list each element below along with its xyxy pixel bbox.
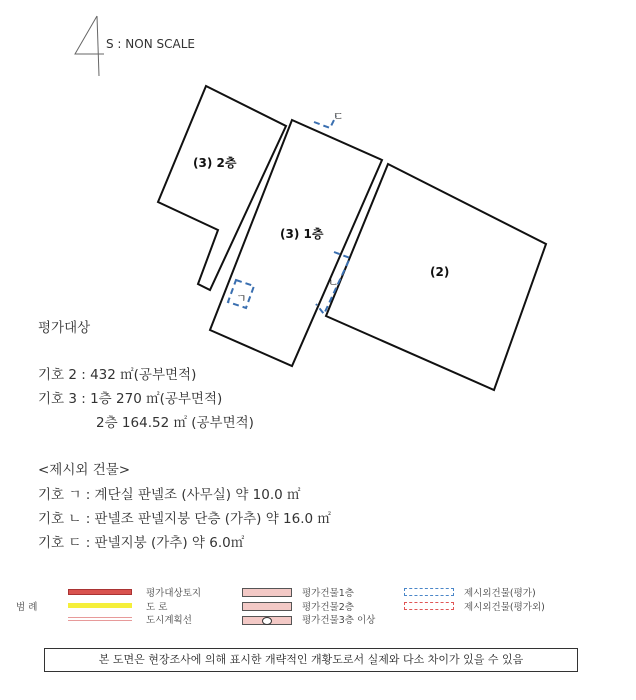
legend-label-excluded-non-eval: 제시외건물(평가외) [464,602,545,613]
excluded-line-1: 기호 ㄱ : 계단실 판넬조 (사무실) 약 10.0 ㎡ [38,487,301,503]
legend-swatch-excluded-non-eval [404,602,454,610]
excluded-heading: <제시외 건물> [38,462,131,478]
building-3-1f-label: (3) 1층 [280,227,324,241]
legend-label-excluded-eval: 제시외건물(평가) [464,588,536,599]
legend-label-building-2f: 평가건물2층 [302,602,354,613]
legend-swatch-building-3f [242,616,292,625]
legend-label-plan-line: 도시계획선 [146,615,192,626]
legend-label-road: 도 로 [146,602,168,613]
legend-label-land: 평가대상토지 [146,588,202,599]
evaluation-line-3: 2층 164.52 ㎡ (공부면적) [96,415,254,431]
mark-digeut: ㄷ [333,110,344,123]
legend-swatch-excluded-eval [404,588,454,596]
legend-swatch-road [68,603,132,608]
legend-swatch-building-1f [242,588,292,597]
legend-swatch-building-2f [242,602,292,611]
mark-giyeok: ㄱ [236,292,247,305]
mark-nieun: ㄴ [328,276,339,289]
legend-swatch-land [68,589,132,595]
excluded-line-2: 기호 ㄴ : 판넬조 판넬지붕 단층 (가추) 약 16.0 ㎡ [38,511,331,527]
legend-title: 범 례 [16,602,38,613]
evaluation-heading: 평가대상 [38,320,91,336]
evaluation-line-2: 기호 3 : 1층 270 ㎡(공부면적) [38,391,223,407]
legend-label-building-1f: 평가건물1층 [302,588,354,599]
legend-swatch-plan-line [68,617,132,621]
legend-label-building-3f: 평가건물3층 이상 [302,615,376,626]
disclaimer-text: 본 도면은 현장조사에 의해 표시한 개략적인 개황도로서 실제와 다소 차이가 있을 수 있음 [98,653,524,666]
disclaimer-box [44,648,578,672]
north-arrow-icon [75,16,104,76]
excluded-line-3: 기호 ㄷ : 판넬지붕 (가추) 약 6.0㎡ [38,535,245,551]
evaluation-line-1: 기호 2 : 432 ㎡(공부면적) [38,367,197,383]
building-2-label: (2) [430,265,450,279]
scale-label: S : NON SCALE [106,37,195,51]
building-3-2f-label: (3) 2층 [193,156,237,170]
